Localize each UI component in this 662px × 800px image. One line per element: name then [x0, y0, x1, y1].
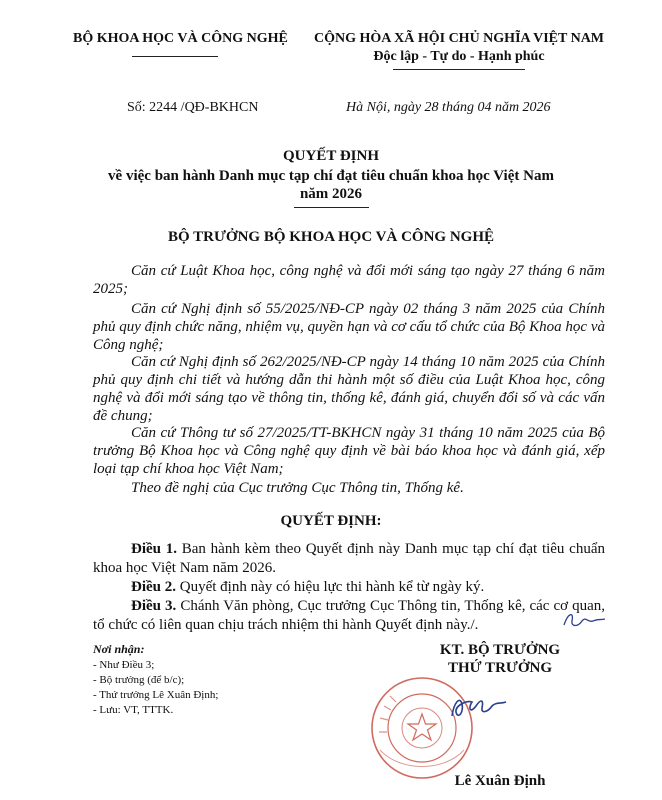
issuing-agency: BỘ KHOA HỌC VÀ CÔNG NGHỆ: [73, 31, 288, 46]
proposal-basis-text: Theo đề nghị của Cục trưởng Cục Thông tin, Thống kê.: [131, 480, 464, 496]
recipient-item: - Lưu: VT, TTTK.: [93, 704, 174, 716]
legal-basis-2: [93, 300, 605, 354]
signature-position: THỨ TRƯỞNG: [447, 660, 553, 676]
article-2: [93, 578, 605, 597]
legal-basis-2-text: Căn cứ Nghị định số 55/2025/NĐ-CP ngày 02 tháng 3 năm 2025 của Chính phủ quy định chức năng, nhiệm vụ, quyền hạn và cơ cấu tổ chức của Bộ Khoa học và Công nghệ;: [93, 301, 605, 353]
document-title: QUYẾT ĐỊNH: [283, 148, 379, 164]
article-3-text: Chánh Văn phòng, Cục trưởng Cục Thông tin, Thống kê, các cơ quan, tổ chức có liên quan chịu trách nhiệm thi hành Quyết định này./.: [93, 598, 606, 633]
article-2-label: Điều 2.: [131, 579, 176, 595]
title-underline: [294, 207, 369, 208]
recipient-item: - Như Điều 3;: [93, 659, 155, 671]
signature-on-behalf: KT. BỘ TRƯỞNG: [439, 642, 561, 658]
official-seal: [360, 672, 482, 780]
document-number: Số: 2244 /QĐ-BKHCN: [127, 100, 259, 115]
legal-basis-4-text: Căn cứ Thông tư số 27/2025/TT-BKHCN ngày 31 tháng 10 năm 2025 của Bộ trưởng Bộ Khoa học và Công nghệ quy định về bài báo khoa học và đánh giá, xếp loại tạp chí khoa học Việt Nam;: [93, 425, 605, 477]
proposal-basis: [93, 479, 605, 497]
article-3: [93, 597, 605, 635]
motto-underline: [393, 69, 525, 70]
document-subject-line-1: về việc ban hành Danh mục tạp chí đạt tiêu chuẩn khoa học Việt Nam: [108, 168, 554, 184]
signer-name: Lê Xuân Định: [454, 773, 546, 789]
legal-basis-1: [93, 262, 605, 298]
legal-basis-3: [93, 353, 605, 425]
national-motto: Độc lập - Tự do - Hạnh phúc: [373, 49, 545, 64]
document-subject-line-2: năm 2026: [299, 186, 363, 202]
article-1: [93, 540, 605, 578]
agency-underline: [132, 56, 218, 57]
legal-basis-1-text: Căn cứ Luật Khoa học, công nghệ và đổi mới sáng tạo ngày 27 tháng 6 năm 2025;: [93, 263, 605, 297]
legal-basis-3-text: Căn cứ Nghị định số 262/2025/NĐ-CP ngày 14 tháng 10 năm 2025 của Chính phủ quy định chi tiết và hướng dẫn thi hành một số điều của Luật Khoa học, công nghệ và đổi mới sáng tạo về thông tin, thống kê, đánh giá, chuyển đổi số và các vấn đề chung;: [93, 354, 605, 424]
initial-mark: [560, 607, 608, 633]
recipients-heading: Nơi nhận:: [93, 642, 145, 656]
article-1-text: Ban hành kèm theo Quyết định này Danh mục tạp chí đạt tiêu chuẩn khoa học Việt Nam năm 2026.: [93, 541, 605, 576]
recipient-item: - Bộ trưởng (để b/c);: [93, 674, 185, 686]
article-1-label: Điều 1.: [131, 541, 177, 557]
national-title: CỘNG HÒA XÃ HỘI CHỦ NGHĨA VIỆT NAM: [314, 31, 605, 46]
place-and-date: Hà Nội, ngày 28 tháng 04 năm 2026: [346, 100, 551, 115]
decision-heading: QUYẾT ĐỊNH:: [280, 513, 382, 529]
handwritten-signature: [448, 690, 510, 726]
issuing-authority: BỘ TRƯỞNG BỘ KHOA HỌC VÀ CÔNG NGHỆ: [167, 229, 494, 245]
legal-basis-4: [93, 424, 605, 478]
article-2-text: Quyết định này có hiệu lực thi hành kể từ ngày ký.: [179, 579, 485, 595]
recipient-item: - Thứ trưởng Lê Xuân Định;: [93, 689, 219, 701]
article-3-label: Điều 3.: [131, 598, 177, 614]
